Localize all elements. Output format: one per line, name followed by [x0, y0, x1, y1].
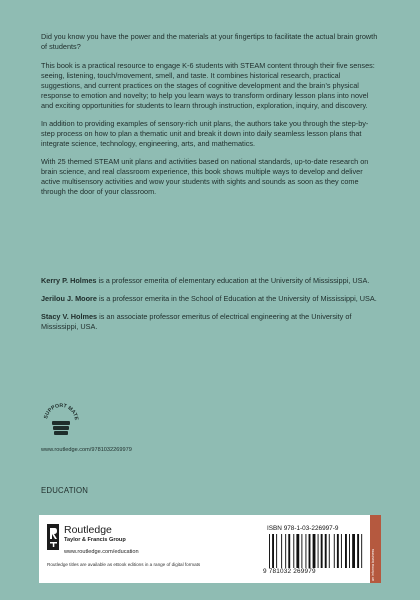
category-label: EDUCATION [41, 486, 89, 495]
author-name: Jerilou J. Moore [41, 294, 97, 303]
barcode-bar [285, 534, 286, 568]
barcode-bar [325, 534, 327, 568]
author-name: Kerry P. Holmes [41, 276, 97, 285]
barcode-bar [309, 534, 311, 568]
barcode-bar [276, 534, 277, 568]
support-material-logo [41, 397, 81, 441]
barcode-bar [352, 534, 355, 568]
barcode-bar [345, 534, 347, 568]
svg-text:SUPPORT MATERIAL [41, 397, 79, 421]
author-description: is an associate professor emeritus of electrical engineering at the University of Mississippi, USA. [41, 312, 352, 331]
author-bio [41, 312, 379, 332]
isbn-label: ISBN 978-1-03-226997-9 [267, 525, 339, 532]
barcode-bar [288, 534, 290, 568]
barcode-digits: 9 781032 269979 [263, 568, 316, 575]
support-url[interactable]: www.routledge.com/9781032269979 [41, 447, 132, 453]
barcode-bar [361, 534, 362, 568]
barcode-bar [301, 534, 302, 568]
support-logo-text: SUPPORT MATE [43, 402, 80, 421]
author-bios [41, 276, 379, 340]
barcode-bar [305, 534, 306, 568]
blurb-paragraph: This book is a practical resource to engage K-6 students with STEAM content through their five senses: seeing, listening, touch/movement, smell, and taste. It combines historical research, practical suggestions, and current practices on the stages of cognitive development and the brain’s physical response to emotion and novelty; to help you learn ways to transform ordinary lesson plans into novel and exciting opportunities for students to learn through instruction, exploration, inquiry, and discovery. [41, 61, 375, 110]
author-bio [41, 276, 379, 286]
book-stack-icon [52, 421, 70, 435]
barcode-bar [329, 534, 330, 568]
routledge-logo-icon [47, 524, 59, 550]
informa-strip-text: an informa business [371, 548, 375, 581]
blurb-paragraph: In addition to providing examples of sensory-rich unit plans, the authors take you through the step-by-step process on how to plan a thematic unit and break it down into daily seamless lesson plans that integrate science, technology, engineering, arts, and mathematics. [41, 119, 369, 148]
blurb [41, 32, 379, 205]
barcode-bar [281, 534, 282, 568]
barcode-bar [357, 534, 359, 568]
barcode-bar [337, 534, 339, 568]
publisher-url[interactable]: www.routledge.com/education [64, 549, 139, 555]
author-bio [41, 294, 379, 304]
barcode-bar [318, 534, 319, 568]
barcode-bar [321, 534, 323, 568]
publisher-group: Taylor & Francis Group [64, 537, 126, 543]
blurb-paragraph: With 25 themed STEAM unit plans and activities based on national standards, up-to-date research on brain science, and real classroom experience, this book shows multiple ways to develop and deliver active multisensory activities and wow your students with sights and sounds as soon as they come through the door of your classroom. [41, 157, 369, 196]
author-name: Stacy V. Holmes [41, 312, 98, 321]
barcode-bar [272, 534, 274, 568]
barcode-bar [269, 534, 270, 568]
barcode-bar [313, 534, 316, 568]
publisher-panel [39, 515, 381, 583]
blurb-intro: Did you know you have the power and the materials at your fingertips to facilitate the actual brain growth of students? [41, 32, 378, 51]
informa-strip [370, 515, 381, 583]
barcode [267, 534, 367, 568]
barcode-bar [293, 534, 294, 568]
author-description: is a professor emerita of elementary education at the University of Mississippi, USA. [96, 276, 370, 285]
ebook-note: Routledge titles are available as eBook editions in a range of digital formats [47, 562, 201, 567]
publisher-name: Routledge [64, 524, 112, 536]
barcode-bar [349, 534, 350, 568]
barcode-bar [296, 534, 299, 568]
author-description: is a professor emerita in the School of Education at the University of Mississippi, USA. [96, 294, 377, 303]
barcode-bar [334, 534, 335, 568]
barcode-bar [341, 534, 342, 568]
